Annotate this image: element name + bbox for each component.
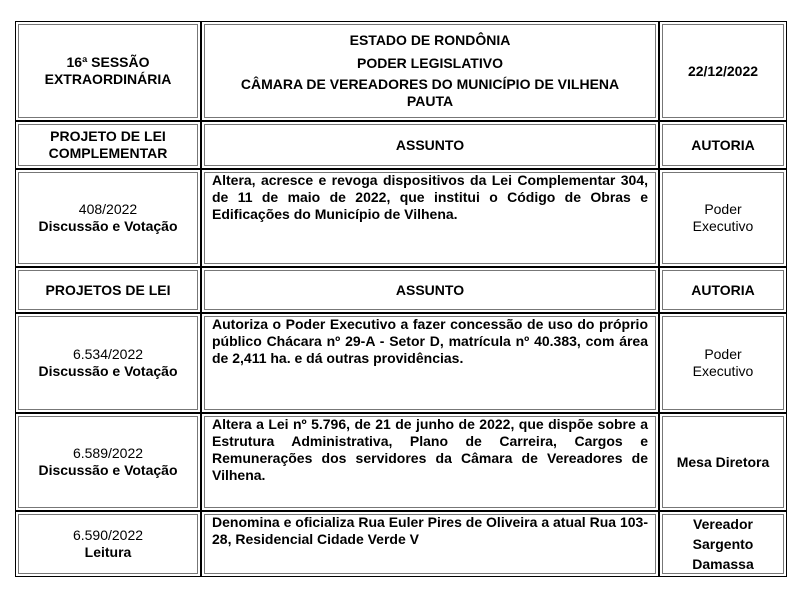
bill-number: 408/2022	[78, 201, 138, 217]
bill-number: 6.534/2022	[72, 346, 144, 362]
author-header-cell	[659, 121, 787, 169]
author-header: AUTORIA	[691, 136, 755, 153]
header-line-chamber: CÂMARA DE VEREADORES DO MUNICÍPIO DE VILHENA	[240, 76, 620, 92]
session-date: 22/12/2022	[687, 62, 759, 79]
subject-header-cell	[201, 121, 659, 169]
agenda-document	[15, 21, 787, 577]
bill-number: 6.589/2022	[72, 445, 144, 461]
date-cell	[659, 21, 787, 121]
subject-header-cell	[201, 267, 659, 313]
header-line-power: PODER LEGISLATIVO	[357, 55, 503, 71]
bill-subject-cell	[201, 169, 659, 267]
bill-subject: Altera a Lei nº 5.796, de 21 de junho de 2022, que dispõe sobre a Estrutura Administrativa, Plano de Carreira, Cargos e Remunerações dos servidores da Câmara de Vereadores de Vilhena.	[212, 416, 648, 483]
bill-stage: Discussão e Votação	[38, 462, 178, 478]
bill-subject: Denomina e oficializa Rua Euler Pires de Oliveira a atual Rua 103-28, Residencial Cidade Verde V	[212, 514, 648, 547]
bill-subject: Altera, acresce e revoga dispositivos da Lei Complementar 304, de 11 de maio de 2022, que institui o Código de Obras e Edificações do Município de Vilhena.	[212, 172, 648, 222]
bill-author: Vereador Sargento Damassa	[692, 516, 754, 572]
bill-subject: Autoriza o Poder Executivo a fazer concessão de uso do próprio público Chácara nº 29-A - Setor D, matrícula nº 40.383, com área de 2,411 ha. e dá outras providências.	[212, 316, 648, 366]
subject-header: ASSUNTO	[395, 136, 465, 153]
author-header: AUTORIA	[691, 281, 755, 298]
bill-id-cell	[15, 511, 201, 577]
session-cell	[15, 21, 201, 121]
bill-author: Mesa Diretora	[676, 453, 770, 470]
bill-stage: Discussão e Votação	[38, 218, 178, 234]
bill-id-cell	[15, 169, 201, 267]
bill-author: Poder Executivo	[692, 346, 754, 379]
bill-id-cell	[15, 313, 201, 413]
section-title: PROJETOS DE LEI	[45, 281, 171, 298]
bill-author-cell	[659, 169, 787, 267]
bill-subject-cell	[201, 413, 659, 511]
agenda-table	[15, 21, 787, 577]
bill-author-cell	[659, 413, 787, 511]
section-title-cell	[15, 121, 201, 169]
section-title: PROJETO DE LEI COMPLEMENTAR	[48, 128, 168, 161]
bill-author-cell	[659, 313, 787, 413]
bill-stage: Leitura	[84, 544, 132, 560]
bill-author-cell	[659, 511, 787, 577]
section-title-cell	[15, 267, 201, 313]
header-line-state: ESTADO DE RONDÔNIA	[349, 32, 511, 48]
bill-author: Poder Executivo	[692, 201, 754, 234]
session-title: 16ª SESSÃO EXTRAORDINÁRIA	[44, 54, 172, 87]
author-header-cell	[659, 267, 787, 313]
bill-id-cell	[15, 413, 201, 511]
bill-subject-cell	[201, 313, 659, 413]
header-title-cell	[201, 21, 659, 121]
subject-header: ASSUNTO	[395, 281, 465, 298]
header-line-agenda: PAUTA	[406, 93, 454, 109]
bill-number: 6.590/2022	[72, 527, 144, 543]
bill-subject-cell	[201, 511, 659, 577]
bill-stage: Discussão e Votação	[38, 363, 178, 379]
